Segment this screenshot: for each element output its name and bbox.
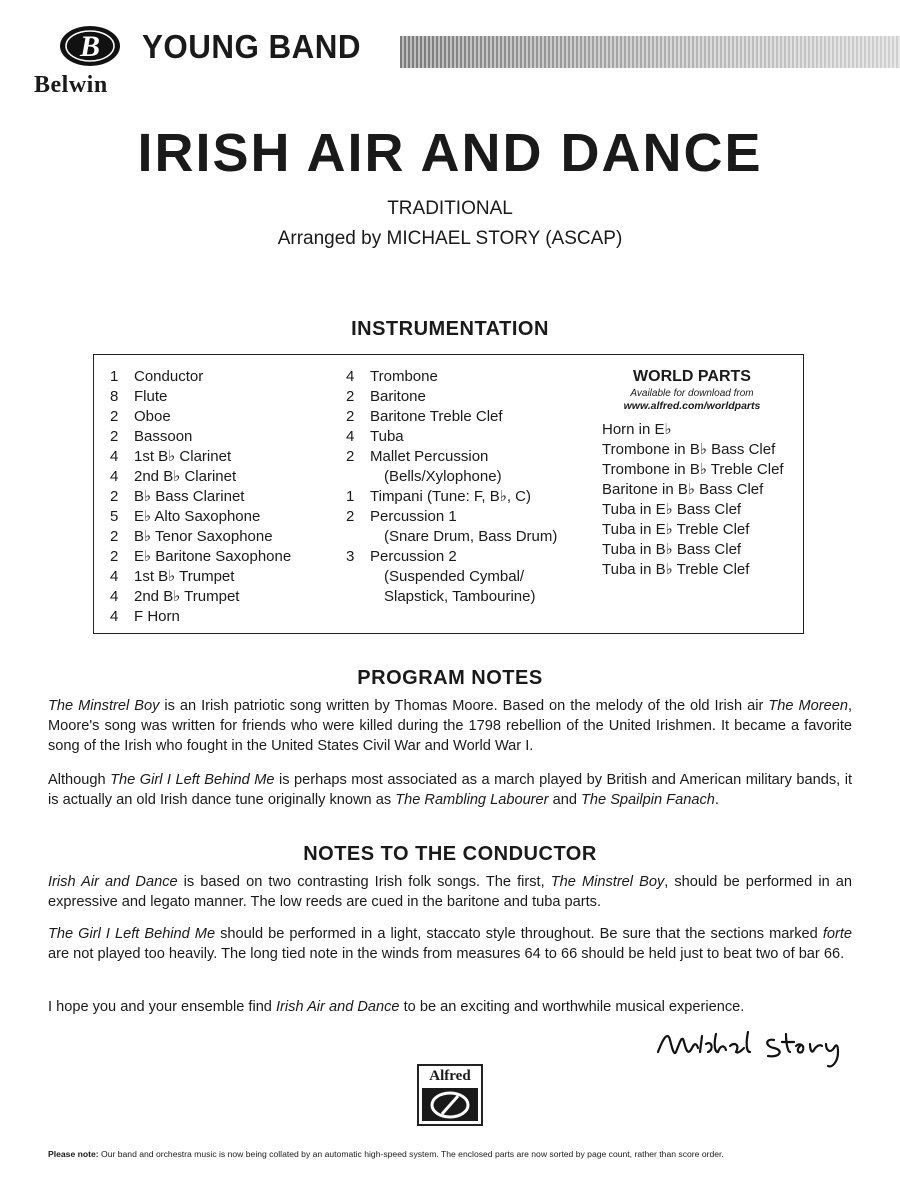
instrument-row (110, 427, 291, 447)
instrument-quantity: 2 (346, 408, 355, 425)
instrument-row (110, 567, 291, 587)
instrument-row (346, 427, 557, 447)
instrument-quantity: 3 (346, 548, 355, 565)
series-name: YOUNG BAND (142, 28, 361, 65)
song-title: The Minstrel Boy (48, 698, 160, 714)
instrument-quantity: 2 (110, 528, 119, 545)
instrument-name: Percussion 2 (370, 548, 457, 565)
instrument-name: (Snare Drum, Bass Drum) (384, 528, 558, 545)
composer-credit: TRADITIONAL (387, 198, 513, 219)
paragraph-text: I hope you and your ensemble find (48, 999, 276, 1015)
instrument-row (110, 547, 291, 567)
song-title: The Spailpin Fanach (581, 792, 715, 808)
instrument-row (110, 587, 291, 607)
instrument-row (110, 407, 291, 427)
world-part-item: Tuba in B♭ Treble Clef (602, 561, 750, 578)
world-parts-availability: Available for download from (630, 388, 754, 399)
paragraph-text: is an Irish patriotic song written by Thomas Moore. Based on the melody of the old Irish air (159, 698, 769, 714)
song-title: The Moreen (768, 698, 848, 714)
conductor-notes-heading: NOTES TO THE CONDUCTOR (303, 843, 597, 865)
instrument-name: 2nd B♭ Trumpet (134, 588, 240, 605)
paragraph-text: is based on two contrasting Irish folk songs. The first, (177, 874, 551, 890)
song-title: The Girl I Left Behind Me (48, 926, 216, 942)
instrument-name: Slapstick, Tambourine) (384, 588, 536, 605)
instrument-quantity: 4 (110, 468, 119, 485)
instrument-name: B♭ Bass Clarinet (134, 488, 245, 505)
instrument-row (346, 407, 557, 427)
program-notes-paragraph-1 (48, 696, 852, 756)
instrument-row (110, 367, 291, 387)
series-decorative-bar (400, 36, 900, 68)
instrument-name: Bassoon (134, 428, 193, 445)
instrument-quantity: 4 (346, 368, 355, 385)
instrument-row (110, 507, 291, 527)
instrument-name: F Horn (134, 608, 180, 625)
instrument-row (346, 547, 557, 567)
instrument-quantity: 4 (110, 568, 119, 585)
instrument-quantity: 4 (110, 588, 119, 605)
song-title: The Girl I Left Behind Me (110, 772, 275, 788)
world-part-item: Tuba in E♭ Treble Clef (602, 521, 750, 538)
world-part-item: Trombone in B♭ Bass Clef (602, 441, 776, 458)
instrument-row (346, 487, 557, 507)
instrument-quantity: 2 (346, 508, 355, 525)
instrument-name: Baritone Treble Clef (370, 408, 503, 425)
instrument-quantity: 1 (110, 368, 119, 385)
instrument-row (346, 367, 557, 387)
instrument-name: E♭ Alto Saxophone (134, 508, 261, 525)
song-title: The Rambling Labourer (395, 792, 549, 808)
instrument-name: Flute (134, 388, 168, 405)
instrument-quantity: 2 (346, 448, 355, 465)
instrument-name: 1st B♭ Clarinet (134, 448, 232, 465)
song-title: Irish Air and Dance (48, 874, 178, 890)
instrument-quantity: 8 (110, 388, 119, 405)
instrument-row (346, 447, 557, 467)
paragraph-text: , should be performed in an expressive and legato manner. The low reeds are cued in the baritone and tuba parts. (48, 874, 853, 910)
world-part-item: Trombone in B♭ Treble Clef (602, 461, 784, 478)
paragraph-text: are not played too heavily. The long tied note in the winds from measures 64 to 66 should be held just to beat two of bar 66. (48, 946, 845, 962)
instrument-row (346, 587, 557, 607)
instrument-name: Trombone (370, 368, 438, 385)
instrument-name: Timpani (Tune: F, B♭, C) (370, 488, 532, 505)
footer-text: Our band and orchestra music is now being collated by an automatic high-speed system. The enclosed parts are now sorted by page count, rather than score order. (98, 1149, 724, 1159)
instrument-name: (Suspended Cymbal/ (384, 568, 525, 585)
instrument-quantity: 5 (110, 508, 119, 525)
instrument-row (346, 527, 557, 547)
conductor-notes-paragraph-1 (48, 872, 852, 912)
instrument-quantity: 4 (110, 608, 119, 625)
song-title: The Minstrel Boy (550, 874, 665, 890)
conductor-notes-paragraph-2 (48, 924, 852, 964)
program-notes-paragraph-2 (48, 770, 852, 810)
instrument-name: Oboe (134, 408, 171, 425)
paragraph-text: and (548, 792, 581, 808)
instrument-name: (Bells/Xylophone) (384, 468, 502, 485)
instrument-name: E♭ Baritone Saxophone (134, 548, 292, 565)
world-part-item: Baritone in B♭ Bass Clef (602, 481, 764, 498)
alfred-emblem-icon (422, 1088, 478, 1121)
instrument-quantity: 2 (110, 408, 119, 425)
paragraph-text: should be performed in a light, staccato style throughout. Be sure that the sections marked (215, 926, 823, 942)
publisher-name: Belwin (34, 72, 108, 98)
instrument-quantity: 4 (110, 448, 119, 465)
instrument-row (110, 527, 291, 547)
instrument-row (346, 567, 557, 587)
footer-note (48, 1148, 858, 1160)
page-title: IRISH AIR AND DANCE (137, 123, 763, 183)
program-notes-heading: PROGRAM NOTES (357, 667, 543, 689)
instrument-row (346, 387, 557, 407)
instrument-quantity: 2 (346, 388, 355, 405)
alfred-logo-emblem (422, 1088, 478, 1121)
instrument-row (346, 467, 557, 487)
instrument-quantity: 2 (110, 548, 119, 565)
instrument-quantity: 1 (346, 488, 355, 505)
paragraph-text: , Moore's song was written for friends who were killed during the 1798 rebellion of the United Irishmen. It became a favorite song of the Irish who fought in the United States Civil War and World War I. (48, 698, 852, 754)
instrument-quantity: 2 (110, 488, 119, 505)
conductor-notes-paragraph-3 (48, 997, 852, 1017)
paragraph-text: Although (48, 772, 111, 788)
instrument-list-column-1 (110, 367, 291, 627)
world-part-item: Horn in E♭ (602, 421, 672, 438)
instrument-row (110, 467, 291, 487)
signature-image (654, 1022, 854, 1072)
paragraph-text: to be an exciting and worthwhile musical experience. (399, 999, 745, 1015)
belwin-logo-icon (58, 24, 122, 68)
instrument-name: B♭ Tenor Saxophone (134, 528, 273, 545)
instrument-row (110, 607, 291, 627)
alfred-logo-text: Alfred (429, 1068, 471, 1084)
instrument-name: Percussion 1 (370, 508, 457, 525)
instrument-row (346, 507, 557, 527)
paragraph-text: . (714, 792, 719, 808)
instrument-name: Baritone (370, 388, 426, 405)
footer-label: Please note: (48, 1149, 99, 1159)
instrument-name: 1st B♭ Trumpet (134, 568, 235, 585)
world-parts-title: WORLD PARTS (633, 368, 751, 385)
instrument-name: 2nd B♭ Clarinet (134, 468, 237, 485)
instrumentation-heading: INSTRUMENTATION (351, 318, 549, 340)
dynamic-marking: forte (822, 926, 853, 942)
instrument-quantity: 2 (110, 428, 119, 445)
logo-letter: B (79, 30, 101, 63)
world-parts-url: www.alfred.com/worldparts (623, 400, 761, 412)
world-parts-list (602, 420, 784, 580)
instrument-row (110, 447, 291, 467)
instrument-quantity: 4 (346, 428, 355, 445)
arranger-credit: Arranged by MICHAEL STORY (ASCAP) (277, 228, 623, 249)
instrument-name: Conductor (134, 368, 204, 385)
alfred-logo (417, 1064, 483, 1126)
instrument-name: Tuba (370, 428, 404, 445)
instrument-list-column-2 (346, 367, 557, 607)
world-parts-column (602, 367, 784, 580)
world-part-item: Tuba in B♭ Bass Clef (602, 541, 742, 558)
paragraph-text: is perhaps most associated as a march played by British and American military bands, it is actually an old Irish dance tune originally known as (48, 772, 852, 808)
world-part-item: Tuba in E♭ Bass Clef (602, 501, 742, 518)
song-title: Irish Air and Dance (275, 999, 400, 1015)
instrument-name: Mallet Percussion (370, 448, 489, 465)
instrument-row (110, 487, 291, 507)
instrument-row (110, 387, 291, 407)
